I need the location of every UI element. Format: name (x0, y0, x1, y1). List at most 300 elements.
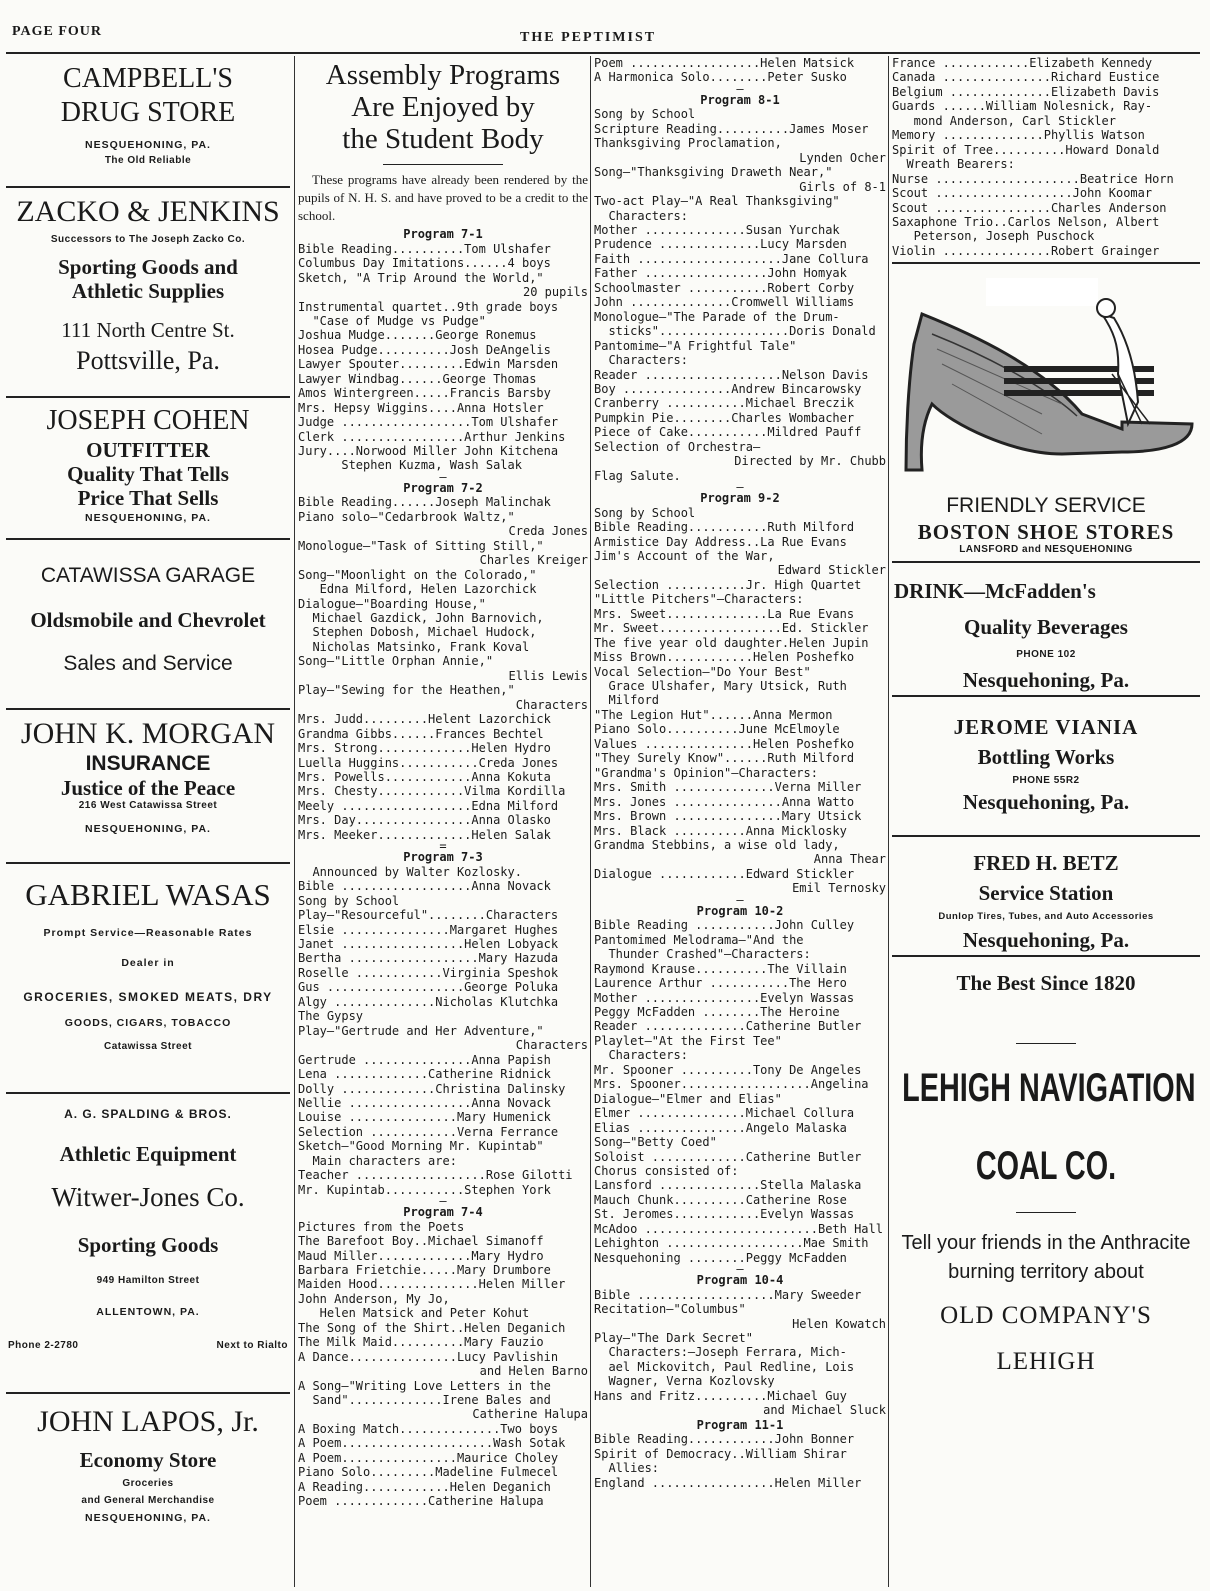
program-line: Spirit of Democracy..William Shirar (594, 1446, 847, 1461)
program-line: Helen Matsick and Peter Kohut (298, 1306, 530, 1321)
ad-phone: Phone 2-2780 (8, 1339, 79, 1351)
ad-line: and General Merchandise (81, 1495, 215, 1507)
program-line: Memory ..............Phyllis Watson (892, 128, 1145, 143)
ad-city: Pottsville, Pa. (76, 345, 220, 375)
program-line: sticks"..................Doris Donald (594, 324, 876, 339)
ad-mcfadden-beverages (892, 563, 1200, 697)
program-line: Selection ............Verna Ferrance (298, 1124, 559, 1139)
program-line: Hans and Fritz..........Michael Guy (594, 1388, 847, 1403)
program-heading: Program 8-1 (700, 92, 780, 107)
program-heading: Program 10-2 (696, 903, 784, 918)
program-line: mond Anderson, Carl Stickler (892, 113, 1116, 128)
program-line: Bible Reading..........Tom Ulshafer (298, 241, 551, 256)
ad-column-left (6, 56, 290, 1587)
program-line: Hosea Pudge..........Josh DeAngelis (298, 342, 551, 357)
program-line: Piece of Cake...........Mildred Pauff (594, 425, 862, 440)
header-rule (6, 52, 1200, 54)
program-line: Pantomime—"A Frightful Tale" (594, 338, 797, 353)
program-line: Play—"The Dark Secret" (594, 1330, 753, 1345)
program-line: Poem ..................Helen Matsick (594, 56, 855, 70)
program-line: Lynden Ocher (799, 150, 886, 165)
program-line: England .................Helen Miller (594, 1475, 862, 1490)
ad-town: NESQUEHONING, PA. (85, 512, 211, 525)
program-line: Miss Brown............Helen Poshefko (594, 650, 855, 665)
ad-town: NESQUEHONING, PA. (85, 1512, 211, 1525)
program-line: Monologue—"The Parade of the Drum- (594, 309, 840, 324)
program-line: Girls of 8-1 (799, 179, 886, 194)
ad-title: FRED H. BETZ (973, 850, 1119, 875)
program-line: Song—"Thanksgiving Draweth Near," (594, 165, 833, 180)
program-line: Lena .............Catherine Ridnick (298, 1067, 551, 1082)
program-line: Grace Ulshafer, Mary Utsick, Ruth (594, 679, 847, 694)
program-line: Mrs. Day................Anna Olasko (298, 813, 551, 828)
program-heading: Program 7-4 (403, 1205, 483, 1220)
program-line: Vocal Selection—"Do Your Best" (594, 664, 811, 679)
ad-zacko-jenkins (6, 188, 290, 398)
program-line: Characters (515, 697, 588, 712)
program-line: Janet .................Helen Lobyack (298, 936, 559, 951)
program-line: Laurence Arthur ...........The Hero (594, 976, 847, 991)
program-line: Columbus Day Imitations......4 boys (298, 256, 551, 271)
program-line: Song by School (298, 893, 400, 908)
program-line: Mrs. Sweet..............La Rue Evans (594, 606, 855, 621)
program-line: Announced by Walter Kozlosky. (298, 864, 522, 879)
program-line: "The Legion Hut"......Anna Mermon (594, 707, 833, 722)
program-line: Playlet—"At the First Tee" (594, 1033, 782, 1048)
ad-slogan: The Best Since 1820 (956, 970, 1136, 995)
program-line: Wagner, Verna Kozlovsky (594, 1374, 775, 1389)
program-line: Elsie ...............Margaret Hughes (298, 922, 559, 937)
program-line: Violin ...............Robert Grainger (892, 243, 1160, 258)
program-line: Gus ...................George Poluka (298, 980, 559, 995)
program-line: Boy ...............Andrew Bincarowsky (594, 381, 862, 396)
program-line: Play—"Gertrude and Her Adventure," (298, 1023, 544, 1038)
program-list (594, 56, 886, 1490)
program-line: The Song of the Shirt..Helen Deganich (298, 1320, 566, 1335)
ad-john-morgan (6, 710, 290, 864)
program-line: Edward Stickler (777, 563, 886, 578)
ad-line: OUTFITTER (86, 437, 210, 462)
ad-line: Sporting Goods (77, 1232, 219, 1257)
ad-title: A. G. SPALDING & BROS. (64, 1107, 232, 1121)
ad-line: Justice of the Peace (60, 776, 236, 801)
program-line: Monologue—"Task of Sitting Still," (298, 538, 544, 553)
program-line: Spirit of Tree..........Howard Donald (892, 142, 1160, 157)
program-line: Charles Kreiger (479, 553, 588, 568)
program-line: Dialogue—"Elmer and Elias" (594, 1091, 782, 1106)
program-line: Thanksgiving Proclamation, (594, 136, 782, 151)
ad-line: INSURANCE (85, 752, 211, 775)
program-line: Nellie .................Anna Novack (298, 1095, 551, 1110)
program-line: Pumpkin Pie........Charles Wombacher (594, 410, 855, 425)
program-line: Roselle ............Virginia Speshok (298, 965, 559, 980)
ad-boston-shoe-stores (892, 486, 1200, 562)
ad-line: FRIENDLY SERVICE (946, 494, 1146, 518)
program-line: Grandma Gibbs......Frances Bechtel (298, 726, 544, 741)
ad-title: COAL CO. (975, 1143, 1117, 1188)
program-line: The Milk Maid..........Mary Fauzio (298, 1335, 544, 1350)
program-line: Dolly .............Christina Dalinsky (298, 1081, 566, 1096)
program-line: "Case of Mudge vs Pudge" (298, 313, 486, 328)
program-line: Helen Kowatch (792, 1316, 886, 1331)
program-line: Father .................John Homyak (594, 266, 847, 281)
program-line: Mrs. Hepsy Wiggins....Anna Hotsler (298, 400, 544, 415)
program-line: Milford (594, 693, 660, 708)
ad-line: Sporting Goods and (58, 255, 238, 279)
program-line: Piano solo—"Cedarbrook Waltz," (298, 509, 515, 524)
program-line: and Michael Sluck (763, 1403, 886, 1418)
article-intro: These programs have already been rendered by the pupils of N. H. S. and have proved to be a credit to the school. (298, 171, 588, 224)
program-line: ael Mickovitch, Paul Redline, Lois (594, 1359, 855, 1374)
program-line: Scripture Reading..........James Moser (594, 121, 869, 136)
program-line: Lansford ..............Stella Malaska (594, 1178, 862, 1193)
program-line: Meely ..................Edna Milford (298, 798, 559, 813)
program-line: Lehighton ...................Mae Smith (594, 1236, 869, 1251)
shoe-illustration (892, 274, 1200, 482)
program-line: Bible ...................Mary Sweeder (594, 1287, 862, 1302)
program-line: Jim's Account of the War, (594, 548, 775, 563)
program-line: France ............Elizabeth Kennedy (892, 56, 1153, 70)
program-line: Maud Miller.............Mary Hydro (298, 1248, 544, 1263)
ad-title: ZACKO & JENKINS (16, 195, 280, 228)
program-line: Wreath Bearers: (892, 157, 1015, 172)
program-line: Grandma Stebbins, a wise old lady, (594, 838, 840, 853)
program-line: Canada ...............Richard Eustice (892, 70, 1160, 85)
ad-title: DRUG STORE (60, 96, 236, 128)
program-line: Mrs. Brown ...............Mary Utsick (594, 809, 862, 824)
program-line: Armistice Day Address..La Rue Evans (594, 534, 847, 549)
program-line: Mrs. Meeker.............Helen Salak (298, 827, 551, 842)
program-line: Poem .............Catherine Halupa (298, 1494, 544, 1509)
program-line: Lawyer Windbag......George Thomas (298, 371, 537, 386)
program-line: Luella Huggins...........Creda Jones (298, 755, 559, 770)
ad-line: Quality That Tells (67, 461, 229, 486)
program-heading: Program 11-1 (696, 1417, 784, 1432)
separator: — (439, 1194, 447, 1209)
ad-jerome-viania (892, 697, 1200, 837)
program-list (298, 227, 588, 1508)
program-line: Song—"Moonlight on the Colorado," (298, 567, 537, 582)
program-line: Instrumental quartet..9th grade boys (298, 299, 559, 314)
ad-line: Prompt Service—Reasonable Rates (43, 927, 253, 940)
program-line: Characters: (594, 1048, 688, 1063)
program-line: Characters: (594, 208, 688, 223)
program-line: Maiden Hood..............Helen Miller (298, 1277, 566, 1292)
ad-title: LEHIGH (996, 1347, 1096, 1375)
ad-line: Oldsmobile and Chevrolet (30, 608, 266, 633)
program-line: Dialogue—"Boarding House," (298, 596, 486, 611)
program-line: 20 pupils (522, 285, 588, 300)
program-line: Raymond Krause..........The Villain (594, 961, 847, 976)
program-line: Creda Jones (508, 524, 588, 539)
program-line: Peterson, Joseph Puschock (892, 229, 1095, 244)
ad-lehigh-navigation-coal (892, 957, 1200, 1383)
program-line: The five year old daughter.Helen Jupin (594, 635, 869, 650)
program-line: Mother ................Evelyn Wassas (594, 990, 855, 1005)
program-line: Mr. Spooner ..........Tony De Angeles (594, 1062, 862, 1077)
ad-title: JOHN K. MORGAN (20, 717, 276, 750)
ad-line: Price That Sells (77, 485, 219, 510)
program-line: Anna Thear (813, 852, 886, 867)
program-line: Peggy McFadden ........The Heroine (594, 1005, 840, 1019)
program-line: Sketch, "A Trip Around the World," (298, 270, 544, 285)
program-line: Bible Reading............John Bonner (594, 1432, 855, 1447)
program-line: Gertrude ...............Anna Papish (298, 1052, 551, 1067)
page-header (0, 24, 1210, 48)
column-divider (590, 56, 591, 1587)
program-line: Clerk .................Arthur Jenkins (298, 429, 566, 444)
program-line: Pictures from the Poets (298, 1219, 465, 1234)
program-line: Nurse ....................Beatrice Horn (892, 171, 1174, 186)
program-line: Reader ...................Nelson Davis (594, 367, 869, 382)
program-line: Selection of Orchestra— (594, 439, 761, 454)
program-line: Edna Milford, Helen Lazorchick (298, 582, 537, 597)
program-line: Algy ..............Nicholas Klutchka (298, 994, 559, 1009)
ad-address: 216 West Catawissa Street (78, 800, 218, 812)
program-line: Characters: (594, 353, 688, 368)
ad-line: GOODS, CIGARS, TOBACCO (64, 1017, 232, 1030)
ad-title: CATAWISSA GARAGE (40, 564, 256, 587)
program-heading: Program 9-2 (700, 491, 780, 506)
program-line: A Harmonica Solo........Peter Susko (594, 70, 847, 85)
ad-gabriel-wasas (6, 864, 290, 1094)
ad-column-right (892, 56, 1200, 1587)
program-line: Song by School (594, 505, 696, 520)
program-line: Barbara Frietchie.....Mary Drumbore (298, 1262, 551, 1277)
ad-title: BOSTON SHOE STORES (917, 519, 1175, 544)
program-line: Play—"Sewing for the Heathen," (298, 683, 515, 698)
program-line: Recitation—"Columbus" (594, 1302, 746, 1317)
program-line: A Boxing Match..............Two boys (298, 1421, 559, 1436)
program-line: Elias ...............Angelo Malaska (594, 1120, 847, 1135)
ad-joseph-cohen (6, 398, 290, 540)
ad-town: NESQUEHONING, PA. (85, 139, 211, 152)
program-line: Thunder Crashed"—Characters: (594, 947, 811, 962)
program-line: Mrs. Black ..........Anna Micklosky (594, 823, 847, 838)
ad-title: JEROME VIANIA (953, 714, 1139, 739)
program-line: Mrs. Judd.........Helent Lazorchick (298, 712, 551, 727)
program-heading: Program 7-2 (403, 480, 483, 495)
program-line: Scout ...................John Koomar (892, 186, 1153, 201)
program-line: Song—"Little Orphan Annie," (298, 654, 494, 669)
ad-town: LANSFORD and NESQUEHONING (959, 543, 1133, 555)
program-line: Catherine Halupa (472, 1407, 588, 1422)
program-line: A Poem................Maurice Choley (298, 1450, 559, 1465)
page-number: PAGE FOUR (12, 24, 103, 39)
ad-address: 111 North Centre St. (61, 318, 235, 343)
program-line: Nesquehoning ........Peggy McFadden (594, 1250, 847, 1265)
program-line: "Little Pitchers"—Characters: (594, 592, 804, 607)
ad-line: Service Station (978, 880, 1114, 905)
program-line: Main characters are: (298, 1153, 457, 1168)
program-line: Louise ...............Mary Humenick (298, 1110, 551, 1125)
ad-tagline: The Old Reliable (104, 155, 192, 167)
newspaper-title: THE PEPTIMIST (520, 30, 657, 45)
program-line: Mrs. Jones ...............Anna Watto (594, 794, 855, 809)
separator: — (736, 1262, 744, 1277)
program-line: Directed by Mr. Chubb (734, 454, 886, 469)
program-line: Stephen Dobosh, Michael Hudock, (298, 625, 537, 640)
ad-line: Quality Beverages (964, 614, 1128, 639)
program-line: Play—"Resourceful"........Characters (298, 908, 559, 923)
program-line: Song—"Betty Coed" (594, 1135, 717, 1150)
program-line: and Helen Barno (479, 1364, 588, 1379)
ad-line: Witwer-Jones Co. (51, 1181, 245, 1212)
headline-rule (383, 164, 503, 165)
program-line: Joshua Mudge.......George Ronemus (298, 328, 537, 343)
separator: — (439, 469, 447, 484)
program-line: Belgium ..............Elizabeth Davis (892, 84, 1160, 99)
ad-campbell (6, 56, 290, 188)
program-line: Mrs. Spooner..................Angelina (594, 1077, 869, 1092)
program-line: Mr. Kupintab...........Stephen York (298, 1182, 551, 1197)
program-line: Mother ..............Susan Yurchak (594, 222, 840, 237)
article-column-1 (298, 56, 588, 1587)
ad-line: Economy Store (79, 1448, 217, 1472)
ad-john-lapos (6, 1394, 290, 1534)
ad-fred-betz (892, 837, 1200, 957)
program-line: Soloist .............Catherine Butler (594, 1149, 862, 1164)
program-line: The Barefoot Boy..Michael Simanoff (298, 1234, 544, 1249)
ad-city: Nesquehoning, Pa. (962, 790, 1130, 815)
program-line: Mrs. Chesty............Vilma Kordilla (298, 784, 566, 799)
program-line: Judge ..................Tom Ulshafer (298, 415, 559, 430)
program-line: Selection ...........Jr. High Quartet (594, 577, 862, 592)
ad-line: Sales and Service (63, 652, 233, 676)
separator: = (439, 839, 447, 854)
ad-catawissa-garage (6, 540, 290, 710)
ad-title: JOHN LAPOS, Jr. (37, 1405, 259, 1438)
program-line: Saxaphone Trio..Carlos Nelson, Albert (892, 214, 1160, 229)
separator: — (736, 480, 744, 495)
article-headline: Assembly Programs Are Enjoyed by the Student Body (325, 59, 561, 155)
ad-line: Groceries (122, 1478, 174, 1490)
program-line: Faith ....................Jane Collura (594, 251, 869, 266)
ad-spalding-witwer-jones (6, 1094, 290, 1394)
program-line: Amos Wintergreen.....Francis Barsby (298, 386, 551, 401)
column-divider (888, 56, 889, 1587)
ad-address: Catawissa Street (103, 1041, 193, 1053)
ad-title: DRINK—McFadden's (894, 578, 1096, 603)
article-column-2 (594, 56, 886, 1587)
program-line: Prudence ..............Lucy Marsden (594, 237, 847, 252)
program-line: Pantomimed Melodrama—"And the (594, 932, 804, 947)
program-line: Cranberry ...........Michael Breczik (594, 396, 855, 411)
high-heel-shoe-icon (892, 274, 1200, 482)
program-line: Sand".............Irene Bales and (298, 1393, 551, 1408)
program-line: St. Jeromes............Evelyn Wassas (594, 1207, 855, 1222)
ad-line: Athletic Equipment (59, 1142, 237, 1167)
program-line: Michael Gazdick, John Barnovich, (298, 611, 544, 626)
ad-title: JOSEPH COHEN (46, 405, 250, 436)
program-line: "Grandma's Opinion"—Characters: (594, 765, 818, 780)
program-line: The Gypsy (298, 1009, 364, 1024)
ad-line: Dunlop Tires, Tubes, and Auto Accessories (938, 911, 1154, 923)
program-heading: Program 7-3 (403, 850, 483, 865)
program-list (892, 56, 1200, 264)
program-line: John ..............Cromwell Williams (594, 295, 855, 310)
ad-phone: PHONE 55R2 (1012, 775, 1080, 787)
program-line: Characters (515, 1038, 588, 1053)
ad-title: LEHIGH NAVIGATION (902, 1065, 1196, 1110)
ad-title: GABRIEL WASAS (25, 877, 271, 912)
program-line: Emil Ternosky (792, 881, 886, 896)
ad-title: OLD COMPANY'S (940, 1301, 1152, 1329)
program-line: Bible ..................Anna Novack (298, 879, 551, 894)
program-line: Flag Salute. (594, 468, 681, 483)
program-line: Two-act Play—"A Real Thanksgiving" (594, 194, 840, 209)
program-line: A Poem.....................Wash Sotak (298, 1436, 566, 1451)
program-line: Elmer ...............Michael Collura (594, 1106, 855, 1121)
ad-line: Tell your friends in the Anthracite burning territory about (901, 1231, 1191, 1283)
program-line: A Reading............Helen Deganich (298, 1479, 551, 1494)
program-line: Values ...............Helen Poshefko (594, 736, 855, 751)
program-line: Bertha ..................Mary Hazuda (298, 951, 559, 966)
program-line: Scout ................Charles Anderson (892, 200, 1167, 215)
program-line: Lawyer Spouter.........Edwin Marsden (298, 357, 559, 372)
program-line: Sketch—"Good Morning Mr. Kupintab" (298, 1139, 544, 1154)
program-line: Guards ......William Nolesnick, Ray- (892, 99, 1153, 114)
ad-line: Dealer in (121, 957, 175, 970)
program-line: Bible Reading...........Ruth Milford (594, 520, 855, 535)
program-heading: Program 7-1 (403, 227, 483, 242)
ad-city: Nesquehoning, Pa. (962, 668, 1130, 693)
ad-line: GROCERIES, SMOKED MEATS, DRY (23, 989, 273, 1004)
ad-city: Nesquehoning, Pa. (962, 928, 1130, 953)
program-line: Dialogue ............Edward Stickler (594, 866, 855, 881)
ad-title: CAMPBELL'S (63, 63, 233, 94)
program-line: Mrs. Smith ..............Verna Miller (594, 780, 862, 795)
program-line: Piano Solo..........June McElmoyle (594, 722, 840, 737)
ad-line: Bottling Works (977, 744, 1115, 769)
separator: — (736, 81, 744, 96)
program-line: Teacher ..................Rose Gilotti (298, 1168, 573, 1183)
ad-city: ALLENTOWN, PA. (96, 1306, 200, 1319)
program-line: Allies: (594, 1461, 660, 1476)
program-line: Piano Solo.........Madeline Fulmecel (298, 1465, 559, 1480)
ad-location: Next to Rialto (216, 1339, 288, 1351)
program-line: Mrs. Powells............Anna Kokuta (298, 770, 551, 784)
program-line: Song by School (594, 107, 696, 122)
program-line: Mrs. Strong.............Helen Hydro (298, 741, 551, 756)
separator: — (736, 892, 744, 907)
program-line: McAdoo ........................Beth Hall (594, 1221, 883, 1236)
program-line: A Song—"Writing Love Letters in the (298, 1378, 551, 1393)
ad-town: NESQUEHONING, PA. (85, 823, 211, 836)
program-line: Stephen Kuzma, Wash Salak (298, 458, 522, 473)
program-line: Mauch Chunk..........Catherine Rose (594, 1192, 847, 1207)
program-line: Bible Reading......Joseph Malinchak (298, 495, 551, 510)
ad-address: 949 Hamilton Street (96, 1275, 200, 1287)
ad-subtitle: Successors to The Joseph Zacko Co. (50, 234, 246, 245)
program-line: Jury....Norwood Miller John Kitchena (298, 444, 559, 459)
program-line: Nicholas Matsinko, Frank Koval (298, 639, 530, 654)
program-line: Reader ..............Catherine Butler (594, 1019, 862, 1034)
program-heading: Program 10-4 (696, 1273, 784, 1288)
program-line: Chorus consisted of: (594, 1163, 739, 1178)
ad-line: Athletic Supplies (71, 279, 225, 304)
program-line: A Dance...............Lucy Pavlishin (298, 1349, 559, 1364)
program-line: Characters:—Joseph Ferrara, Mich- (594, 1345, 847, 1360)
ad-phone: PHONE 102 (1016, 649, 1076, 661)
program-line: Mr. Sweet.................Ed. Stickler (594, 621, 869, 636)
program-line: John Anderson, My Jo, (298, 1291, 450, 1306)
program-line: "They Surely Know"......Ruth Milford (594, 751, 855, 766)
program-line: Ellis Lewis (508, 668, 588, 683)
program-line: Schoolmaster ...........Robert Corby (594, 280, 855, 295)
program-line: Bible Reading ...........John Culley (594, 918, 855, 933)
column-divider (294, 56, 295, 1587)
